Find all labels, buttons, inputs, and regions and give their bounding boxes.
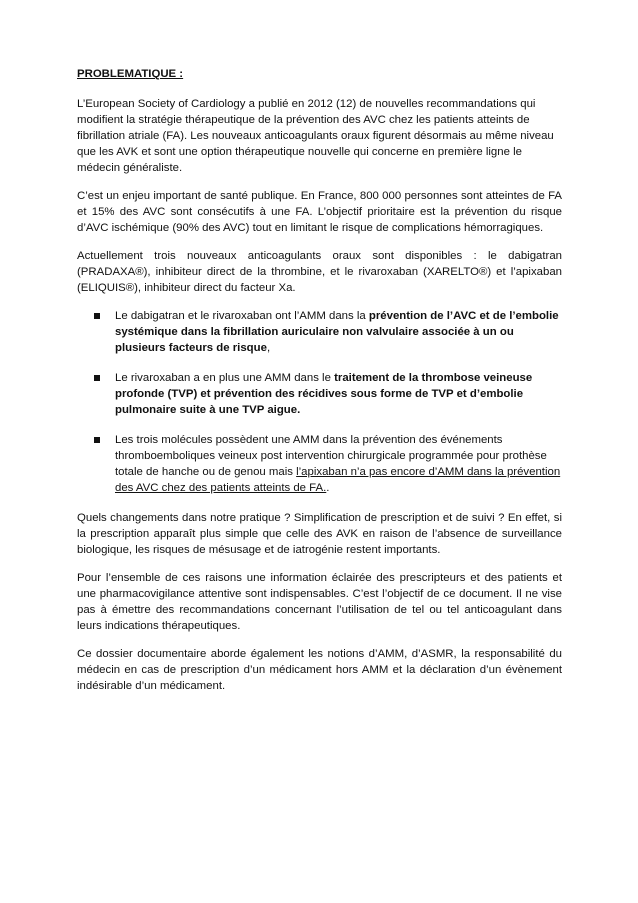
bullet-text-post: ,	[266, 342, 271, 354]
square-bullet-icon	[94, 437, 100, 443]
paragraph-anticoagulants: Actuellement trois nouveaux anticoagulants oraux sont disponibles : le dabigatran (PRADAXA®), inhibiteur direct de la thrombine, et le rivaroxaban (XARELTO®) et l’apixaban (ELIQUIS®), inhibiteur direct du facteur Xa.	[77, 250, 562, 294]
indications-list	[77, 308, 562, 496]
paragraph-dossier-scope: Ce dossier documentaire aborde également les notions d’AMM, d’ASMR, la responsabilité du médecin en cas de prescription d’un médicament hors AMM et la déclaration d’un évènement indésirable d’un médicament.	[77, 648, 562, 692]
bullet-text-post: .	[326, 482, 330, 494]
bullet-text-underline: l’apixaban n’a pas encore d’AMM dans la prévention des AVC chez des patients atteints de FA.	[115, 466, 561, 494]
document-page	[77, 66, 562, 706]
section-heading: PROBLEMATIQUE :	[77, 68, 184, 80]
paragraph-intro: L’European Society of Cardiology a publié en 2012 (12) de nouvelles recommandations qui modifient la stratégie thérapeutique de la prévention des AVC chez les patients atteints de fibrillation atriale (FA). Les nouveaux anticoagulants oraux figurent désormais au même niveau que les AVK et sont une option thérapeutique nouvelle qui concerne en première ligne le médecin généraliste.	[77, 98, 554, 174]
paragraph-public-health: C’est un enjeu important de santé publique. En France, 800 000 personnes sont atteintes de FA et 15% des AVC sont consécutifs à une FA. L’objectif prioritaire est la prévention du risque d’AVC ischémique (90% des AVC) tout en limitant le risque de complications hémorragiques.	[77, 190, 562, 234]
list-item	[77, 432, 562, 496]
list-item	[77, 370, 562, 418]
list-item	[77, 308, 562, 356]
bullet-text-bold: traitement de la thrombose veineuse profonde (TVP) et prévention des récidives sous forme de TVP et d’embolie pulmonaire suite à une TVP aigue.	[115, 372, 533, 416]
bullet-text-pre: Le rivaroxaban a en plus une AMM dans le	[115, 372, 335, 384]
square-bullet-icon	[94, 375, 100, 381]
paragraph-objective: Pour l’ensemble de ces raisons une information éclairée des prescripteurs et des patients et une pharmacovigilance attentive sont indispensables. C’est l’objectif de ce document. Il ne vise pas à émettre des recommandations concernant l’utilisation de tel ou tel anticoagulant dans leurs indications thérapeutiques.	[77, 572, 562, 632]
square-bullet-icon	[94, 313, 100, 319]
paragraph-practice-changes: Quels changements dans notre pratique ? Simplification de prescription et de suivi ? En effet, si la prescription apparaît plus simple que celle des AVK en raison de l’absence de surveillance biologique, les risques de mésusage et de iatrogénie restent importants.	[77, 512, 562, 556]
bullet-text-pre: Le dabigatran et le rivaroxaban ont l’AMM dans la	[115, 310, 369, 322]
bullet-text-bold: prévention de l’AVC et de l’embolie systémique dans la fibrillation auriculaire non valvulaire associée à un ou plusieurs facteurs de risque	[115, 310, 559, 354]
bullet-text-pre: Les trois molécules possèdent une AMM dans la prévention des événements thromboemboliques veineux post intervention chirurgicale programmée pour prothèse totale de hanche ou de genou mais	[115, 434, 547, 478]
